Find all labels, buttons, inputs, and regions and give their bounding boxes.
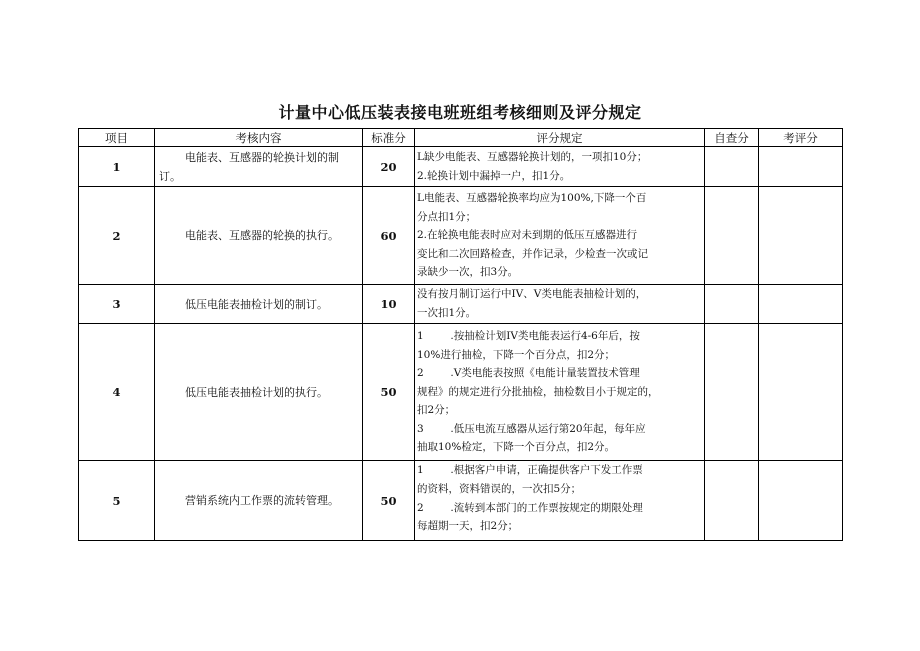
scoring-rules	[415, 324, 705, 461]
standard-score: 50	[363, 324, 415, 461]
eval-score-cell	[759, 285, 843, 324]
table-row	[79, 187, 843, 285]
rule-line: L电能表、互感器轮换率均应为100%,下降一个百	[417, 192, 647, 205]
eval-score-cell	[759, 324, 843, 461]
rule-line: 录缺少一次，扣3分。	[417, 266, 519, 279]
self-score-cell	[705, 187, 759, 285]
self-score-cell	[705, 461, 759, 541]
rule-line: 分点扣1分；	[417, 210, 477, 223]
page-title: 计量中心低压装表接电班班组考核细则及评分规定	[278, 103, 642, 122]
rule-line: 2.轮换计划中漏掉一户，扣1分。	[417, 169, 571, 182]
rule-line: 1 .根据客户申请，正确提供客户下发工作票	[417, 464, 643, 477]
eval-score-cell	[759, 147, 843, 187]
rule-line: 1 .按抽检计划IV类电能表运行4-6年后，按	[417, 329, 640, 342]
content-line: 营销系统内工作票的流转管理。	[185, 494, 339, 507]
standard-score: 50	[363, 461, 415, 541]
content-line: 低压电能表抽检计划的制订。	[185, 297, 328, 311]
self-score-cell	[705, 147, 759, 187]
rule-line: 变比和二次回路检查，并作记录，少检查一次或记	[417, 247, 648, 260]
standard-score: 20	[363, 147, 415, 187]
rule-line	[417, 536, 702, 540]
item-content	[155, 187, 363, 285]
scoring-rules	[415, 187, 705, 285]
rule-line: 抽取10%检定，下降一个百分点，扣2分。	[417, 441, 616, 454]
header-item: 项目	[79, 129, 155, 147]
content-line: 订。	[159, 169, 181, 183]
table-row	[79, 324, 843, 461]
scoring-rules	[415, 285, 705, 324]
table-row	[79, 147, 843, 187]
standard-score: 10	[363, 285, 415, 324]
rule-line: 一次扣1分。	[417, 307, 477, 319]
table-row	[79, 461, 843, 541]
item-content	[155, 285, 363, 324]
item-number: 3	[79, 285, 155, 324]
rule-line: 10%进行抽检，下降一个百分点，扣2分；	[417, 348, 616, 361]
rule-line: 2 .V类电能表按照《电能计量装置技术管理	[417, 367, 640, 380]
self-score-cell	[705, 324, 759, 461]
item-number: 2	[79, 187, 155, 285]
content-line: 低压电能表抽检计划的执行。	[185, 385, 328, 399]
rule-line: L缺少电能表、互感器轮换计划的，一项扣10分；	[417, 150, 648, 163]
item-content	[155, 461, 363, 541]
rule-line: 3 .低压电流互感器从运行第20年起，每年应	[417, 422, 646, 435]
rule-line: 规程》的规定进行分批抽检，抽检数目小于规定的，	[417, 385, 659, 398]
content-line: 电能表、互感器的轮换的执行。	[185, 229, 339, 242]
rule-line: 每超期一天，扣2分；	[417, 520, 519, 533]
header-score: 标准分	[363, 129, 415, 147]
header-eval-score: 考评分	[759, 129, 843, 147]
header-rules: 评分规定	[415, 129, 705, 147]
assessment-table	[78, 128, 843, 541]
eval-score-cell	[759, 187, 843, 285]
item-number: 5	[79, 461, 155, 541]
table-row	[79, 285, 843, 324]
table-header-row	[79, 129, 843, 147]
header-content: 考核内容	[155, 129, 363, 147]
content-line: 电能表、互感器的轮换计划的制	[185, 150, 339, 164]
scoring-rules	[415, 461, 705, 541]
eval-score-cell	[759, 461, 843, 541]
scoring-rules	[415, 147, 705, 187]
item-number: 1	[79, 147, 155, 187]
item-content	[155, 324, 363, 461]
rule-line: 2 .流转到本部门的工作票按规定的期限处理	[417, 501, 643, 514]
rule-line: 的资料，资料错误的，一次扣5分；	[417, 482, 582, 495]
rule-line: 2.在轮换电能表时应对未到期的低压互感器进行	[417, 229, 638, 242]
standard-score: 60	[363, 187, 415, 285]
header-self-score: 自查分	[705, 129, 759, 147]
rule-line: 没有按月制订运行中IV、V类电能表抽检计划的，	[417, 288, 647, 301]
rule-line: 扣2分；	[417, 404, 456, 417]
item-content	[155, 147, 363, 187]
self-score-cell	[705, 285, 759, 324]
item-number: 4	[79, 324, 155, 461]
